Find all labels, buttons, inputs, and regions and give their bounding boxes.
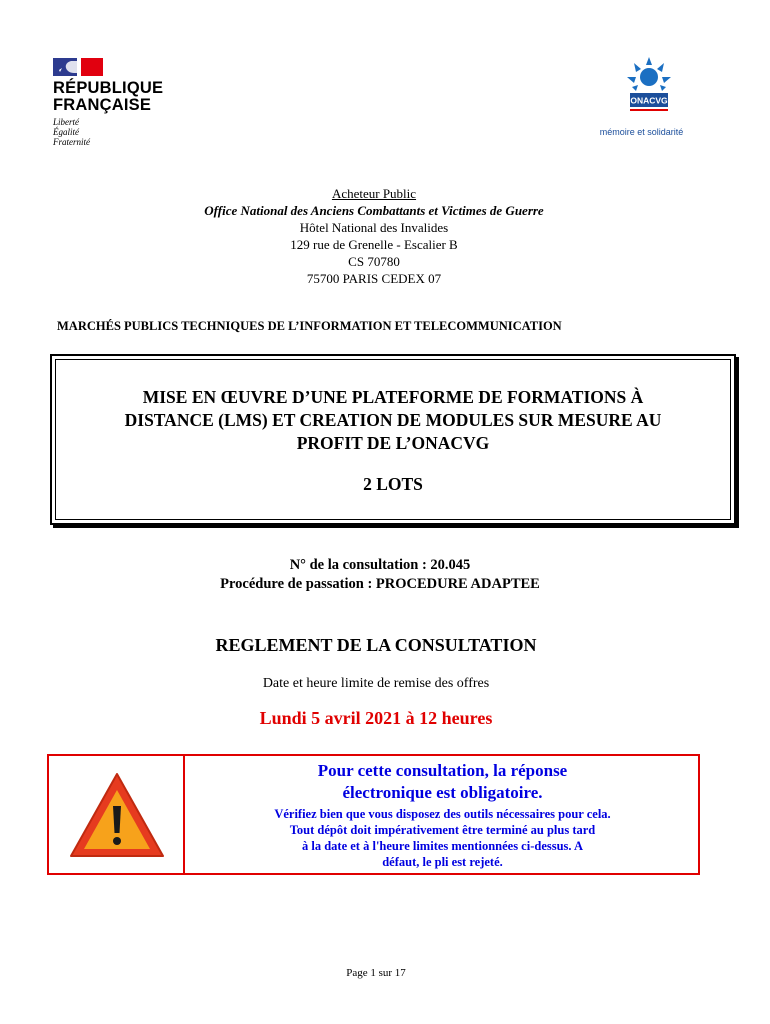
buyer-block <box>0 185 748 287</box>
cornflower-emblem-icon <box>624 55 674 120</box>
buyer-address-line: Hôtel National des Invalides <box>299 220 449 235</box>
marianne-flag-icon <box>53 58 103 76</box>
buyer-address-line: 75700 PARIS CEDEX 07 <box>306 271 442 286</box>
republique-name: RÉPUBLIQUE FRANÇAISE <box>53 79 164 114</box>
reglement-heading: REGLEMENT DE LA CONSULTATION <box>215 635 537 655</box>
consultation-number: N° de la consultation : 20.045 <box>289 557 471 573</box>
onacvg-tagline: mémoire et solidarité <box>599 127 684 137</box>
buyer-office: Office National des Anciens Combattants et Victimes de Guerre <box>204 203 544 218</box>
title-box <box>50 354 736 525</box>
warning-body: Vérifiez bien que vous disposez des outils nécessaires pour cela. Tout dépôt doit impérativement être terminé au plus tard à la date et à l'heure limites mentionnées ci-dessus. A défaut, le pli est rejeté. <box>274 807 611 869</box>
warning-icon-cell <box>49 756 185 873</box>
document-title: MISE EN ŒUVRE D’UNE PLATEFORME DE FORMATIONS À DISTANCE (LMS) ET CREATION DE MODULES SUR MESURE AU PROFIT DE L’ONACVG <box>124 387 662 453</box>
onacvg-logo <box>594 55 689 137</box>
consultation-info <box>0 556 760 594</box>
buyer-address-line: CS 70780 <box>348 254 400 269</box>
republique-motto: Liberté Égalité Fraternité <box>53 117 90 147</box>
warning-triangle-icon <box>67 770 167 862</box>
buyer-label: Acheteur Public <box>331 186 417 201</box>
market-type: MARCHÉS PUBLICS TECHNIQUES DE L’INFORMATION ET TELECOMMUNICATION <box>57 319 562 333</box>
warning-text <box>187 760 698 870</box>
svg-text:ONACVG: ONACVG <box>630 95 668 106</box>
warning-heading: Pour cette consultation, la réponse électronique est obligatoire. <box>317 761 568 802</box>
deadline-value: Lundi 5 avril 2021 à 12 heures <box>259 708 493 728</box>
deadline-label: Date et heure limite de remise des offres <box>262 676 490 691</box>
republique-francaise-logo <box>53 58 183 147</box>
buyer-address-line: 129 rue de Grenelle - Escalier B <box>290 237 458 252</box>
consultation-procedure: Procédure de passation : PROCEDURE ADAPTEE <box>220 576 540 592</box>
warning-box <box>47 754 700 875</box>
lots-count: 2 LOTS <box>363 474 423 494</box>
page-number: Page 1 sur 17 <box>346 967 406 979</box>
